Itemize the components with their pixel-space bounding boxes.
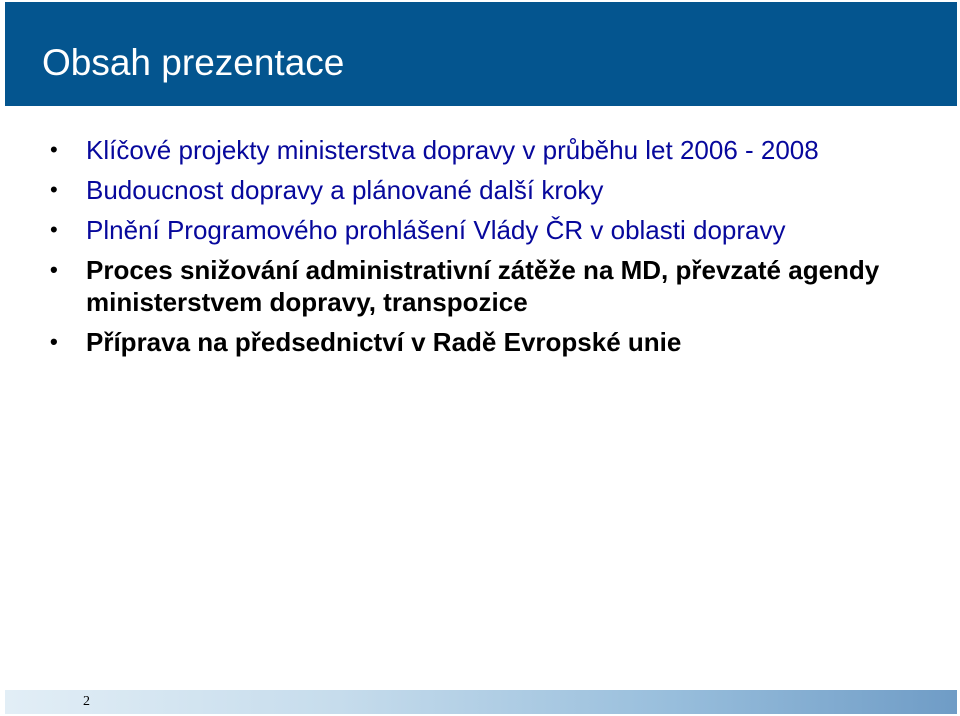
bullet-text: Příprava na předsednictví v Radě Evropské unie: [86, 327, 682, 357]
bullet-icon: •: [50, 329, 58, 354]
bullet-icon: •: [50, 257, 58, 282]
bullet-text: Budoucnost dopravy a plánované další kroky: [86, 175, 604, 205]
footer-bar: [5, 690, 957, 714]
bullet-icon: •: [50, 137, 58, 162]
slide-title: Obsah prezentace: [42, 42, 345, 83]
page-number: 2: [83, 694, 90, 709]
bullet-item: [50, 134, 930, 166]
bullet-icon: •: [50, 217, 58, 242]
bullet-text: Proces snižování administrativní zátěže na MD, převzaté agendy ministerstvem dopravy, transpozice: [86, 255, 880, 317]
bullet-item: [50, 326, 930, 358]
bullet-item: [50, 254, 930, 318]
title-bar: [5, 2, 957, 106]
bullet-icon: •: [50, 177, 58, 202]
bullet-list: [50, 134, 930, 366]
bullet-text: Plnění Programového prohlášení Vlády ČR v oblasti dopravy: [86, 215, 786, 245]
bullet-text: Klíčové projekty ministerstva dopravy v průběhu let 2006 - 2008: [86, 135, 819, 165]
bullet-item: [50, 214, 930, 246]
bullet-item: [50, 174, 930, 206]
